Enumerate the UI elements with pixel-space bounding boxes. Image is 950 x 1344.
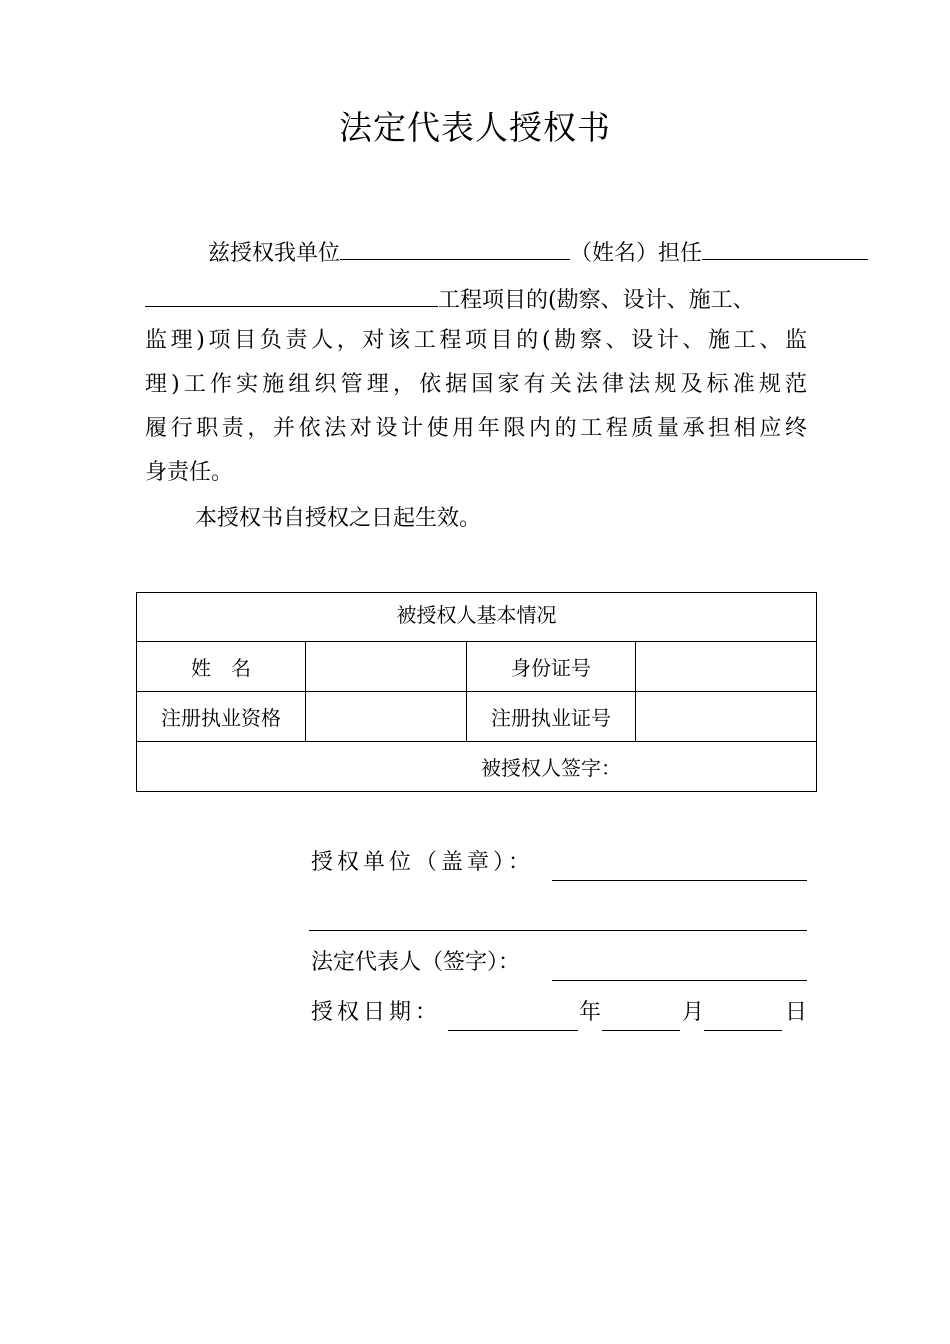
- table-row: [137, 642, 817, 692]
- qualification-label: 注册执业资格: [137, 692, 306, 742]
- name-blank[interactable]: [340, 235, 570, 260]
- certificate-number-label: 注册执业证号: [467, 692, 636, 742]
- month-label: 月: [682, 1000, 705, 1025]
- project-name-blank[interactable]: [145, 282, 438, 307]
- name-label: 姓 名: [137, 642, 306, 692]
- day-label: 日: [785, 1000, 808, 1025]
- authorizing-unit-extra-blank[interactable]: [309, 930, 807, 931]
- grantee-signature-label: 被授权人签字：: [481, 756, 621, 780]
- body-line-4: 理)工作实施组织管理，依据国家有关法律法规及标准规范: [145, 372, 807, 397]
- qualification-value-cell[interactable]: [306, 692, 467, 742]
- id-number-label: 身份证号: [467, 642, 636, 692]
- effective-statement: 本授权书自授权之日起生效。: [195, 506, 482, 531]
- year-label: 年: [579, 1000, 602, 1025]
- certificate-number-value-cell[interactable]: [636, 692, 817, 742]
- table-row: [137, 692, 817, 742]
- body-line-2: [145, 282, 755, 316]
- grantee-signature-cell[interactable]: [137, 742, 817, 792]
- year-blank[interactable]: [448, 1030, 578, 1031]
- authorizing-unit-blank[interactable]: [552, 880, 807, 881]
- body-line-3: 监理)项目负责人，对该工程项目的(勘察、设计、施工、监: [145, 328, 807, 353]
- day-blank[interactable]: [704, 1030, 782, 1031]
- authorizing-unit-label: 授权单位（盖章）：: [311, 850, 535, 875]
- body-line-5: 履行职责，并依法对设计使用年限内的工程质量承担相应终: [145, 416, 807, 441]
- document-title: 法定代表人授权书: [339, 108, 611, 147]
- id-number-value-cell[interactable]: [636, 642, 817, 692]
- name-value-cell[interactable]: [306, 642, 467, 692]
- body-line-6: 身责任。: [145, 460, 234, 485]
- date-row: [311, 998, 441, 1028]
- legal-rep-row: [311, 948, 520, 978]
- authorizing-unit-row: [311, 848, 534, 878]
- grantee-info-table: [136, 592, 817, 792]
- legal-rep-label: 法定代表人（签字）：: [311, 950, 521, 975]
- body-line-1: [208, 235, 868, 269]
- project-blank[interactable]: [702, 235, 868, 260]
- table-header: 被授权人基本情况: [137, 593, 817, 642]
- month-blank[interactable]: [602, 1030, 680, 1031]
- body-text: 工程项目的(勘察、设计、施工、: [438, 288, 755, 313]
- legal-rep-signature-blank[interactable]: [552, 980, 807, 981]
- body-text: 兹授权我单位: [208, 241, 341, 266]
- date-label: 授权日期：: [311, 1000, 442, 1025]
- body-text: （姓名）担任: [570, 241, 703, 266]
